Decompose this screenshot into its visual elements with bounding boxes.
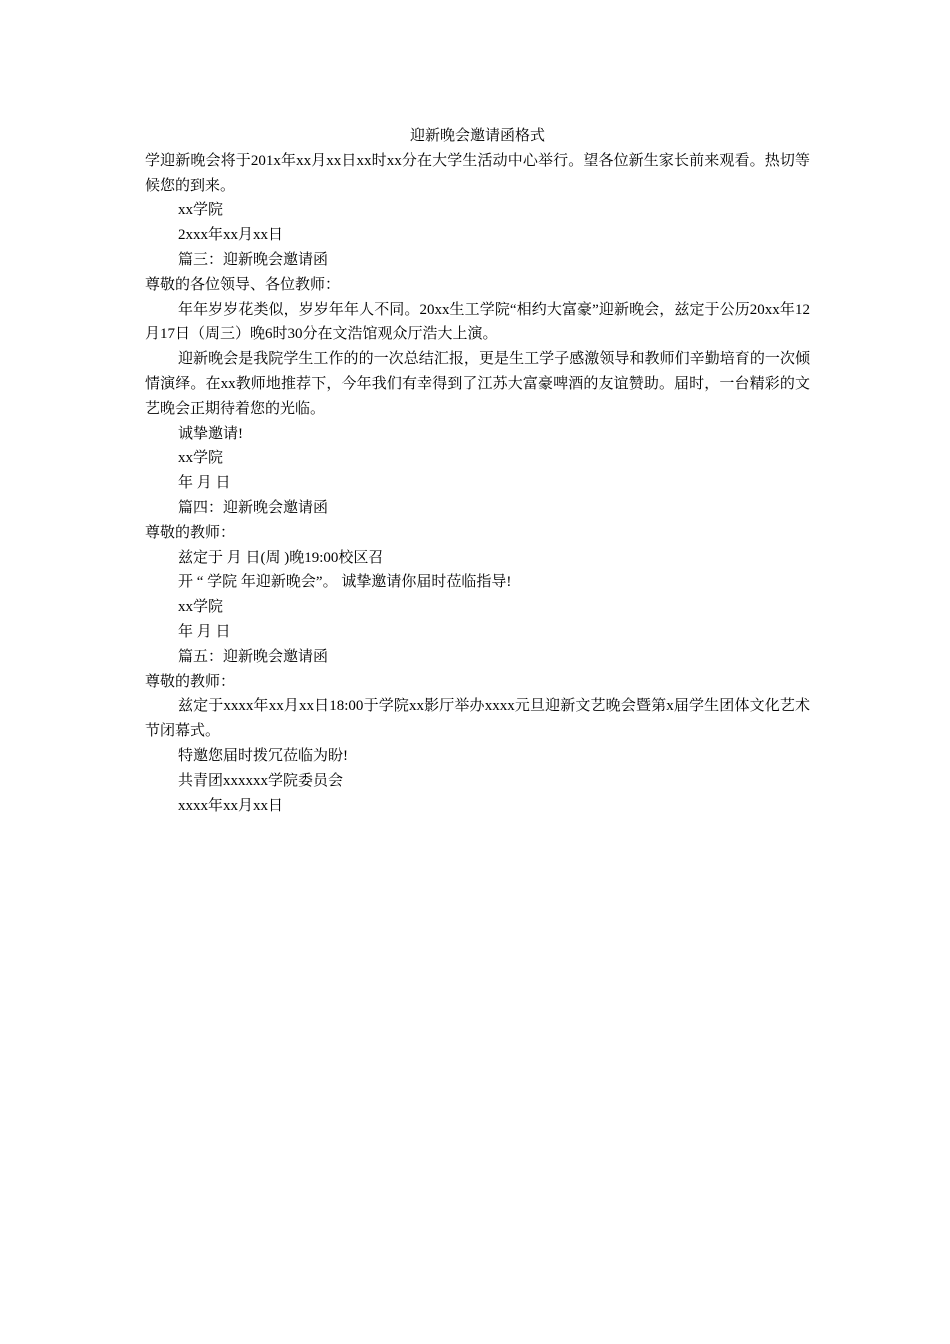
section-heading-3: 篇三：迎新晚会邀请函: [178, 251, 329, 268]
signature-date-1: 2xxx年xx月xx日: [178, 227, 284, 244]
section-heading-4: 篇四：迎新晚会邀请函: [178, 499, 329, 516]
signature-date-4: 年 月 日: [178, 623, 231, 640]
paragraph-intro: 学迎新晚会将于201x年xx月xx日xx时xx分在大学生活动中心举行。望各位新生家长前来观看。热切等候您的到来。: [145, 152, 810, 194]
document-title: 迎新晚会邀请函格式: [409, 128, 545, 144]
signature-committee-5: 共青团xxxxxx学院委员会: [178, 772, 344, 789]
salutation-3: 尊敬的各位领导、各位教师：: [145, 276, 341, 293]
closing-3: 诚挚邀请!: [178, 425, 243, 442]
section-heading-5: 篇五：迎新晚会邀请函: [178, 648, 329, 665]
paragraph-4-2: 开 “ 学院 年迎新晚会”。 诚挚邀请你届时莅临指导!: [178, 574, 512, 591]
document-body: [145, 124, 810, 818]
paragraph-5-1: 兹定于xxxx年xx月xx日18:00于学院xx影厅举办xxxx元旦迎新文艺晚会暨第x届学生团体文化艺术节闭幕式。: [145, 698, 810, 740]
signature-date-5: xxxx年xx月xx日: [178, 797, 284, 814]
signature-college-4: xx学院: [178, 599, 224, 616]
paragraph-5-2: 特邀您届时拨冗莅临为盼!: [178, 747, 348, 764]
paragraph-4-1: 兹定于 月 日(周 )晚19:00校区召: [178, 549, 384, 566]
signature-college-1: xx学院: [178, 202, 224, 219]
salutation-5: 尊敬的教师：: [145, 673, 236, 690]
paragraph-3-1: 年年岁岁花类似，岁岁年年人不同。20xx生工学院“相约大富豪”迎新晚会，兹定于公历20xx年12月17日（周三）晚6时30分在文浩馆观众厅浩大上演。: [145, 301, 810, 343]
signature-college-3: xx学院: [178, 450, 224, 467]
paragraph-3-2: 迎新晚会是我院学生工作的的一次总结汇报，更是生工学子感激领导和教师们辛勤培育的一次倾情演绎。在xx教师地推荐下，今年我们有幸得到了江苏大富豪啤酒的友谊赞助。届时，一台精彩的文艺晚会正期待着您的光临。: [145, 351, 810, 417]
salutation-4: 尊敬的教师：: [145, 524, 236, 541]
signature-date-3: 年 月 日: [178, 475, 231, 492]
